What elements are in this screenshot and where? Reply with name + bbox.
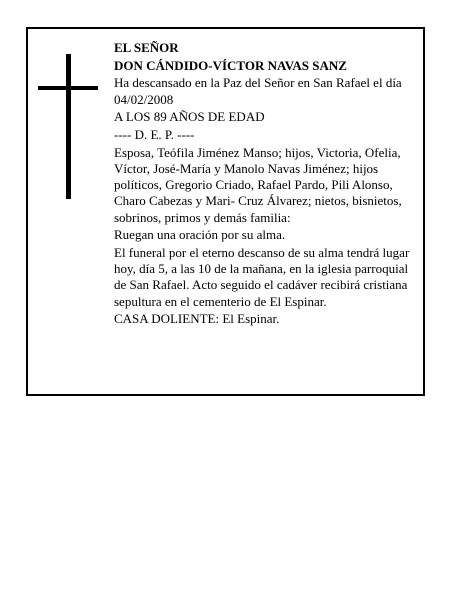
deceased-name: DON CÁNDIDO-VÍCTOR NAVAS SANZ [114,57,347,73]
cross-horizontal-bar [38,86,98,90]
funeral-details: El funeral por el eterno descanso de su alma tendrá lugar hoy, día 5, a las 10 de la mañana, en la iglesia parroquial de San Rafael. Acto seguido el cadáver recibirá cristiana sepultura en el cementerio de El Espinar. [114,244,410,309]
death-announcement: Ha descansado en la Paz del Señor en San Rafael el día 04/02/2008 [114,75,402,107]
family-list: Esposa, Teófila Jiménez Manso; hijos, Victoria, Ofelia, Víctor, José-María y Manolo Navas Jiménez; hijos políticos, Gregorio Criado, Rafael Pardo, Pili Alonso, Charo Cabezas y Mari- Cruz Álvarez; nietos, bisnietos, sobrinos, primos y demás familia: [114,144,402,225]
latin-cross-icon [38,54,98,199]
age-line: A LOS 89 AÑOS DE EDAD [114,109,265,125]
notice-body [114,40,420,329]
rip-line: ---- D. E. P. ---- [114,127,195,143]
cross-vertical-bar [66,54,71,199]
notice-title-line1: EL SEÑOR [114,40,179,55]
mourning-house: CASA DOLIENTE: El Espinar. [114,311,280,327]
prayer-request: Ruegan una oración por su alma. [114,227,286,243]
obituary-notice [26,27,425,396]
